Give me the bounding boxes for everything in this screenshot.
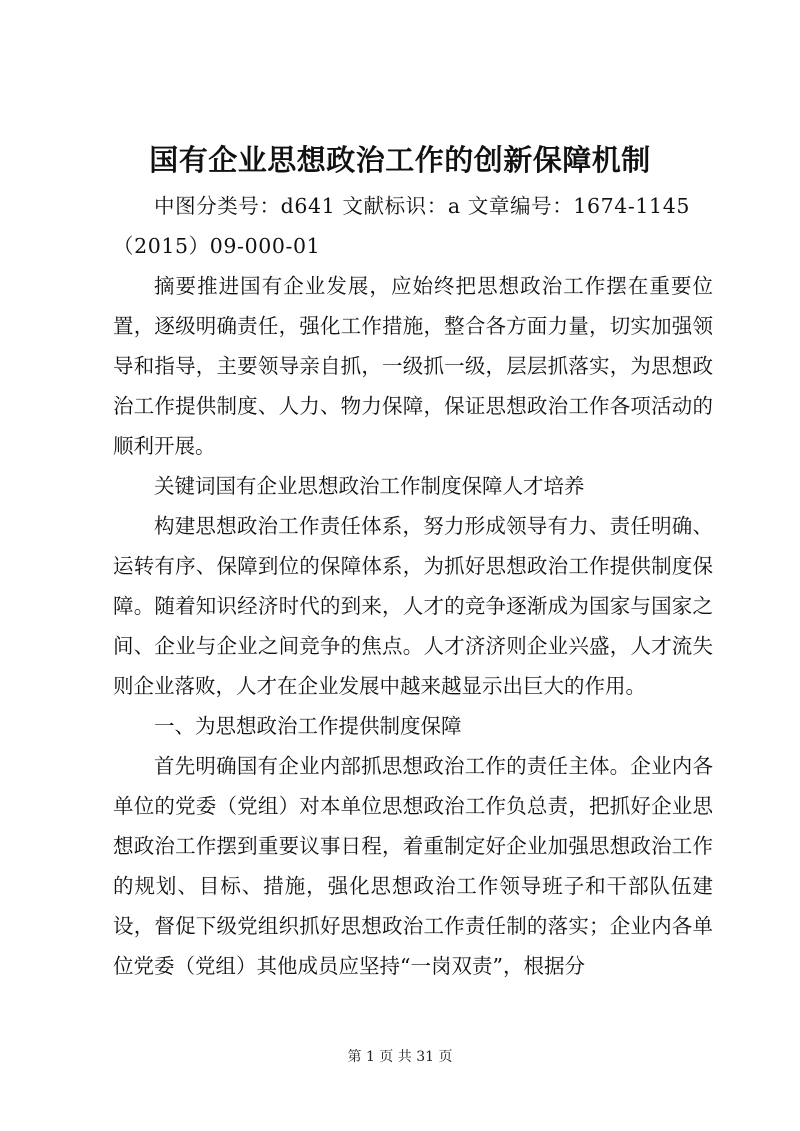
classification-meta: 中图分类号：d641 文献标识：a 文章编号：1674-1145（2015）09-000-01: [113, 194, 690, 258]
document-body: [113, 266, 713, 986]
body-paragraph: 首先明确国有企业内部抓思想政治工作的责任主体。企业内各单位的党委（党组）对本单位思想政治工作负总责，把抓好企业思想政治工作摆到重要议事日程，着重制定好企业加强思想政治工作的规划、目标、措施，强化思想政治工作领导班子和干部队伍建设，督促下级党组织抓好思想政治工作责任制的落实；企业内各单位党委（党组）其他成员应坚持“一岗双责”，根据分: [113, 754, 713, 978]
abstract-paragraph: 摘要推进国有企业发展，应始终把思想政治工作摆在重要位置，逐级明确责任，强化工作措施，整合各方面力量，切实加强领导和指导，主要领导亲自抓，一级抓一级，层层抓落实，为思想政治工作提供制度、人力、物力保障，保证思想政治工作各项活动的顺利开展。: [113, 274, 713, 458]
section-heading: 一、为思想政治工作提供制度保障: [154, 714, 462, 738]
document-title: 国有企业思想政治工作的创新保障机制: [149, 143, 651, 177]
keywords-paragraph: 关键词国有企业思想政治工作制度保障人才培养: [154, 474, 585, 498]
body-paragraph: 构建思想政治工作责任体系，努力形成领导有力、责任明确、运转有序、保障到位的保障体系，为抓好思想政治工作提供制度保障。随着知识经济时代的到来，人才的竞争逐渐成为国家与国家之间、企业与企业之间竞争的焦点。人才济济则企业兴盛，人才流失则企业落败，人才在企业发展中越来越显示出巨大的作用。: [113, 514, 713, 698]
page-footer: 第 1 页 共 31 页: [347, 1049, 453, 1065]
